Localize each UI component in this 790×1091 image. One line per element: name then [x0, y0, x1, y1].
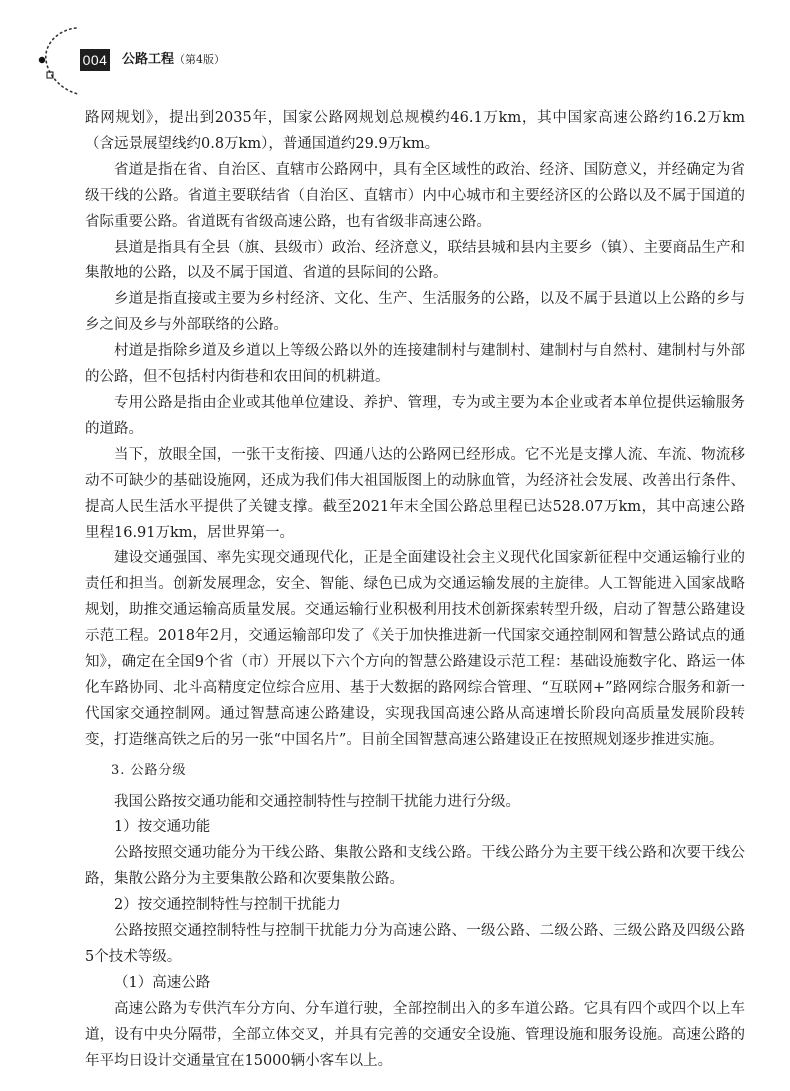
decorative-dotted-arc-icon [30, 22, 80, 102]
book-edition: （第4版） [174, 53, 226, 66]
body-text [85, 106, 745, 1075]
book-title: 公路工程 [122, 52, 175, 67]
paragraph: 当下，放眼全国，一张干支衔接、四通八达的公路网已经形成。它不光是支撑人流、车流、物流移动不可缺少的基础设施网，还成为我们伟大祖国版图上的动脉血管，为经济社会发展、改善出行条件、提高人民生活水平提供了关键支撑。截至2021年末全国公路总里程已达528.07万km，其中高速公路里程16.91万km，居世界第一。 [85, 446, 745, 541]
running-title [122, 52, 225, 68]
subheading: （1）高速公路 [114, 974, 211, 991]
paragraph: 省道是指在省、自治区、直辖市公路网中，具有全区域性的政治、经济、国防意义，并经确定为省级干线的公路。省道主要联结省（自治区、直辖市）内中心城市和主要经济区的公路以及不属于国道的省际重要公路。省道既有省级高速公路，也有省级非高速公路。 [85, 161, 745, 230]
paragraph: 公路按照交通控制特性与控制干扰能力分为高速公路、一级公路、二级公路、三级公路及四级公路5个技术等级。 [85, 923, 745, 965]
paragraph: 乡道是指直接或主要为乡村经济、文化、生产、生活服务的公路，以及不属于县道以上公路的乡与乡之间及乡与外部联络的公路。 [85, 291, 745, 334]
section-heading: 3. 公路分级 [111, 762, 187, 778]
paragraph: 路网规划》，提出到2035年，国家公路网规划总规模约46.1万km，其中国家高速公路约16.2万km（含远景展望线约0.8万km），普通国道约29.9万km。 [85, 110, 745, 152]
paragraph: 高速公路为专供汽车分方向、分车道行驶，全部控制出入的多车道公路。它具有四个或四个以上车道，设有中央分隔带，全部立体交叉，并具有完善的交通安全设施、管理设施和服务设施。高速公路的年平均日设计交通量宜在15000辆小客车以上。 [85, 1000, 745, 1069]
page-header [0, 0, 790, 110]
paragraph: 村道是指除乡道及乡道以上等级公路以外的连接建制村与建制村、建制村与自然村、建制村与外部的公路，但不包括村内街巷和农田间的机耕道。 [85, 343, 745, 386]
subheading: 2）按交通控制特性与控制干扰能力 [114, 897, 341, 914]
paragraph: 县道是指具有全县（旗、县级市）政治、经济意义，联结县城和县内主要乡（镇）、主要商品生产和集散地的公路，以及不属于国道、省道的县际间的公路。 [85, 239, 745, 282]
paragraph: 专用公路是指由企业或其他单位建设、养护、管理，专为或主要为本企业或者本单位提供运输服务的道路。 [85, 394, 745, 437]
page-number: 004 [80, 49, 110, 71]
paragraph: 我国公路按交通功能和交通控制特性与控制干扰能力进行分级。 [114, 793, 520, 810]
paragraph: 公路按照交通功能分为干线公路、集散公路和支线公路。干线公路分为主要干线公路和次要干线公路，集散公路分为主要集散公路和次要集散公路。 [85, 845, 745, 888]
subheading: 1）按交通功能 [114, 819, 211, 836]
paragraph: 建设交通强国、率先实现交通现代化，正是全面建设社会主义现代化国家新征程中交通运输行业的责任和担当。创新发展理念，安全、智能、绿色已成为交通运输发展的主旋律。人工智能进入国家战略规划，助推交通运输高质量发展。交通运输行业积极利用技术创新探索转型升级，启动了智慧公路建设示范工程。2018年2月，交通运输部印发了《关于加快推进新一代国家交通控制网和智慧公路试点的通知》，确定在全国9个省（市）开展以下六个方向的智慧公路建设示范工程：基础设施数字化、路运一体化车路协同、北斗高精度定位综合应用、基于大数据的路网综合管理、“互联网+”路网综合服务和新一代国家交通控制网。通过智慧高速公路建设，实现我国高速公路从高速增长阶段向高质量发展阶段转变，打造继高铁之后的另一张“中国名片”。目前全国智慧高速公路建设正在按照规划逐步推进实施。 [85, 550, 745, 748]
